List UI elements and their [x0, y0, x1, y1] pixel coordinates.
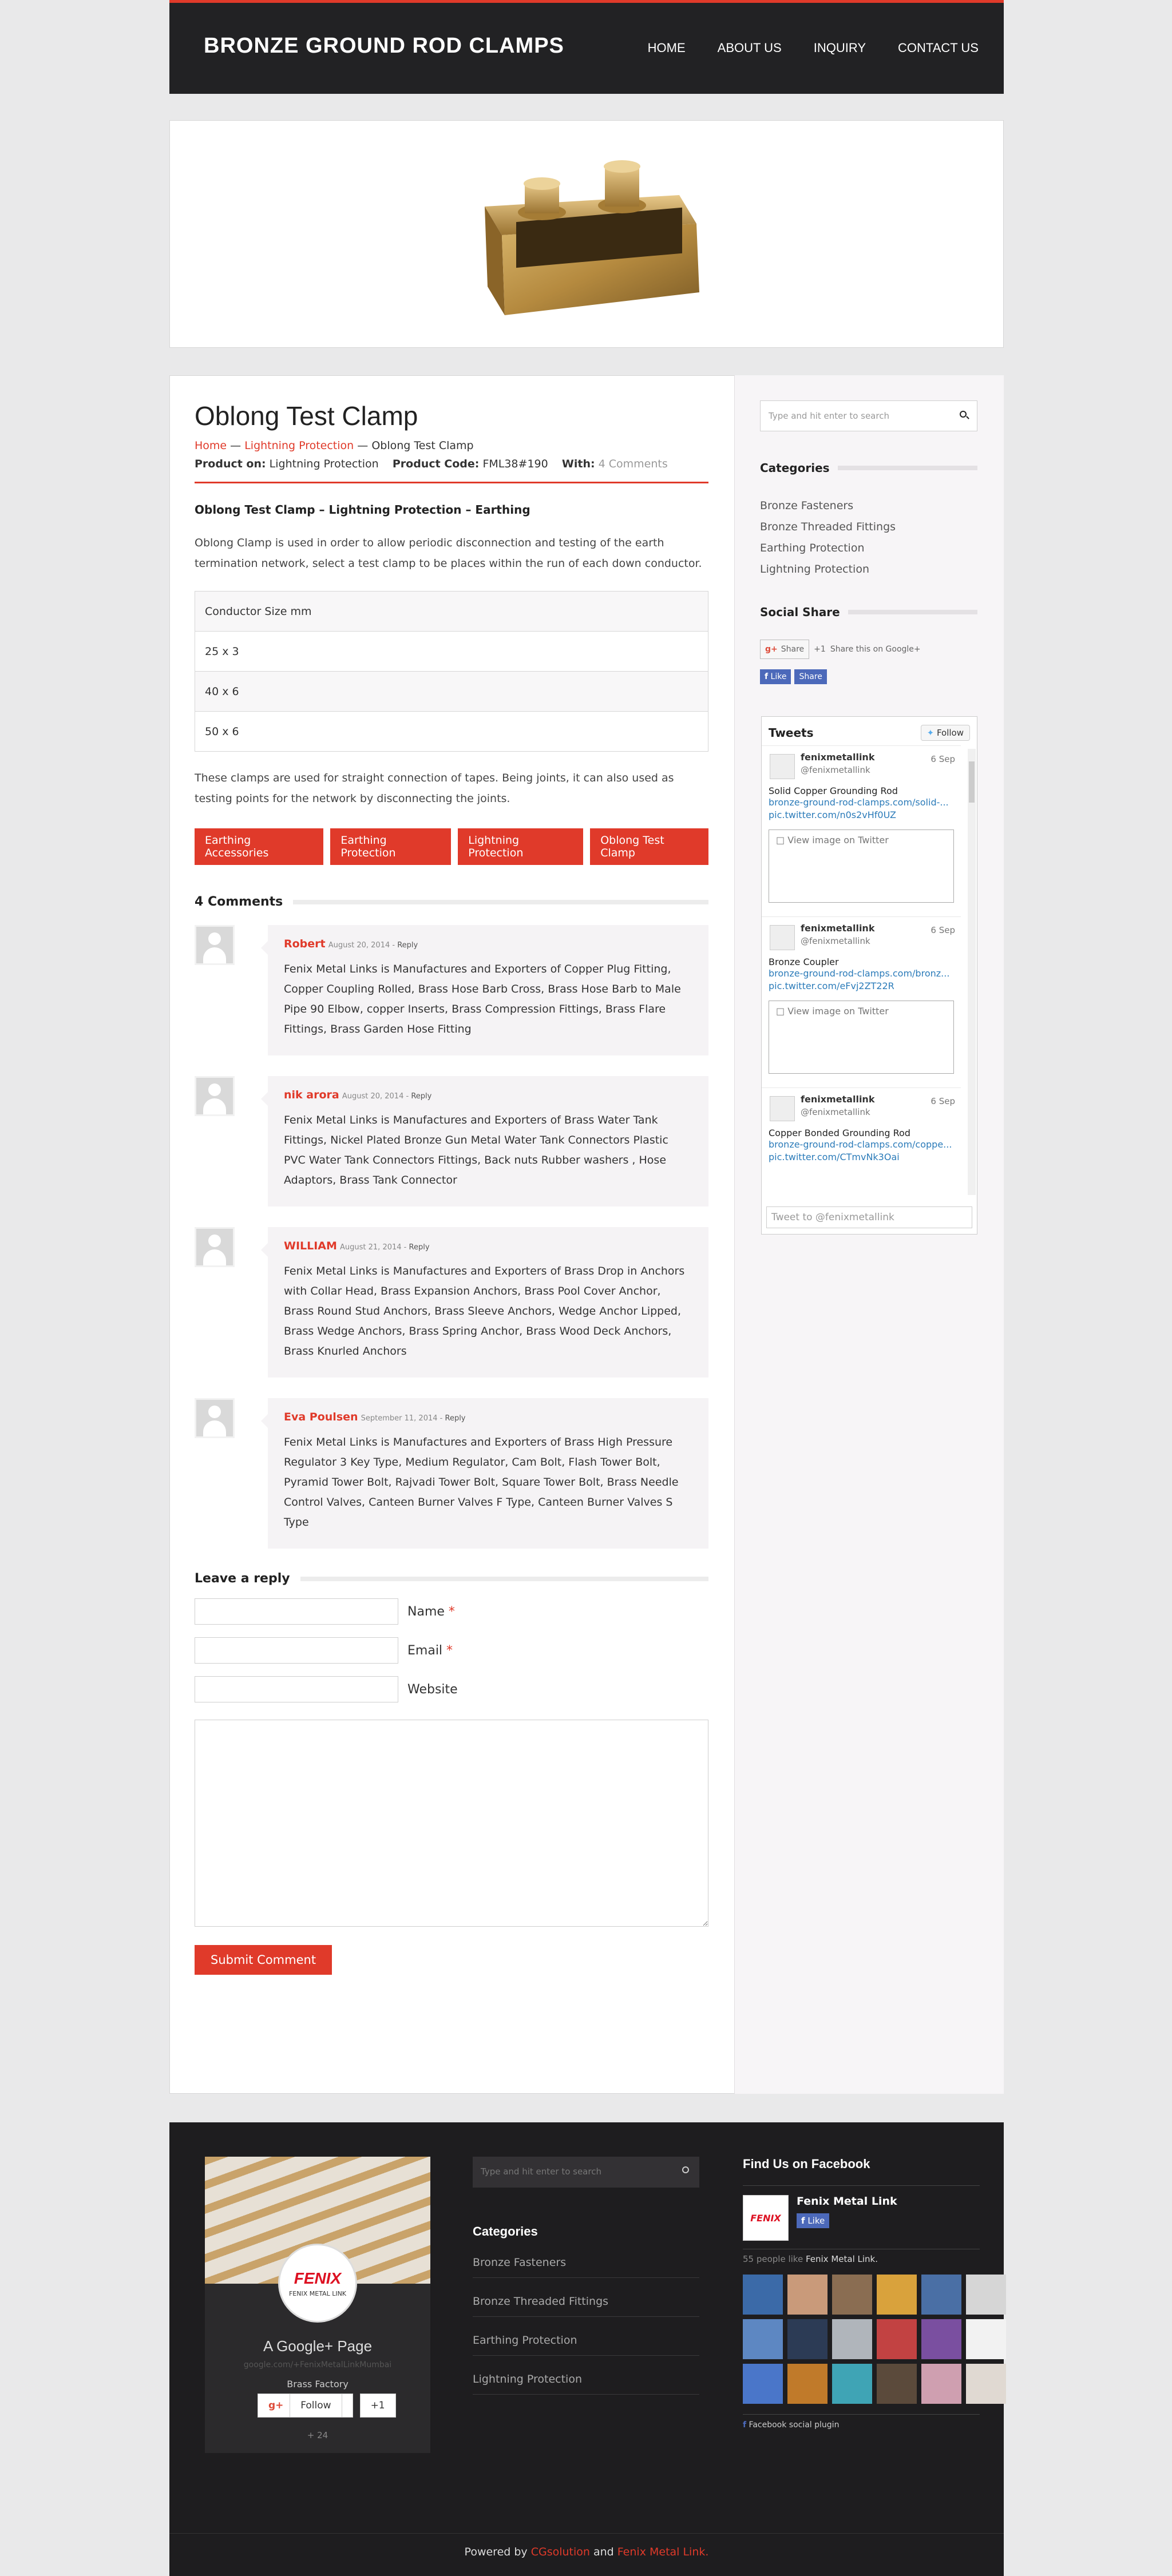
reply-link[interactable]: Reply — [445, 1414, 466, 1423]
facebook-page-thumbnail[interactable]: FENIX — [743, 2195, 789, 2241]
fan-avatar[interactable] — [966, 2364, 1006, 2404]
comment-date: September 11, 2014 — [361, 1414, 438, 1423]
gplus-icon: g+ — [765, 645, 778, 654]
fan-avatar[interactable] — [966, 2319, 1006, 2359]
sidebar-categories-heading: Categories — [760, 461, 977, 475]
facebook-page-info — [743, 2195, 980, 2241]
tweet-pic-link[interactable]: pic.twitter.com/CTmvNk3Oai — [769, 1152, 900, 1162]
comment-separator: - — [437, 1414, 445, 1423]
footer-categories-heading: Categories — [473, 2224, 538, 2238]
search-icon[interactable] — [682, 2166, 689, 2173]
gplus-share-row — [760, 640, 977, 659]
avatar — [195, 1076, 235, 1116]
tag-earthing-protection[interactable]: Earthing Protection — [330, 828, 451, 865]
table-cell: 50 x 6 — [195, 712, 708, 752]
gplus-follower-count: + 24 — [307, 2430, 328, 2440]
fan-avatar[interactable] — [921, 2364, 961, 2404]
site-header — [169, 0, 1004, 94]
with-label: With: — [561, 458, 595, 470]
footer-category-item[interactable]: Lightning Protection — [473, 2356, 699, 2395]
sidebar-panel — [734, 375, 1004, 2094]
tweet-avatar[interactable] — [770, 1096, 795, 1121]
title-divider — [195, 482, 708, 483]
comment-text: Fenix Metal Links is Manufactures and Exporters of Brass Water Tank Fittings, Nickel Plated Bronze Gun Metal Water Tank Connectors Plastic PVC Water Tank Connectors Fittings, Back nuts Rubber washers , Hose Adaptors, Brass Tank Connector — [284, 1114, 668, 1186]
comment — [195, 1398, 708, 1549]
gplus-actions — [258, 2394, 396, 2418]
nav-contact-us[interactable]: CONTACT US — [898, 41, 979, 55]
comment-separator: - — [403, 1092, 411, 1101]
gplus-page-title[interactable]: A Google+ Page — [263, 2337, 373, 2355]
fan-avatar[interactable] — [787, 2275, 827, 2315]
tweet-text: Solid Copper Grounding Rod — [769, 785, 898, 796]
social-share-heading: Social Share — [760, 605, 977, 619]
website-field[interactable] — [195, 1676, 398, 1702]
reply-link[interactable]: Reply — [397, 941, 418, 950]
comment-date: August 20, 2014 — [328, 941, 390, 950]
facebook-icon: f — [743, 2420, 747, 2430]
tweet-text: Copper Bonded Grounding Rod — [769, 1128, 910, 1138]
tag-list — [195, 828, 708, 865]
twitter-image-icon: □ — [776, 1006, 785, 1017]
tweet-link[interactable]: bronze-ground-rod-clamps.com/coppe... — [769, 1139, 952, 1150]
name-field[interactable] — [195, 1598, 398, 1625]
website-row — [195, 1676, 708, 1702]
twitter-header — [762, 717, 977, 745]
gplus-follow-button[interactable]: g+ Follow — [258, 2394, 353, 2418]
email-row — [195, 1637, 708, 1664]
spec-table — [195, 591, 708, 752]
twitter-follow-button[interactable]: ✦ Follow — [921, 725, 970, 741]
tag-oblong-test-clamp[interactable]: Oblong Test Clamp — [590, 828, 708, 865]
fan-avatar[interactable] — [877, 2364, 917, 2404]
fan-avatar[interactable] — [832, 2364, 872, 2404]
twitter-image-icon: □ — [776, 835, 785, 846]
search-placeholder: Type and hit enter to search — [481, 2166, 601, 2177]
facebook-widget-heading: Find Us on Facebook — [743, 2157, 870, 2171]
product-on-value[interactable]: Lightning Protection — [269, 458, 379, 470]
facebook-fan-faces — [743, 2275, 980, 2404]
site-title[interactable]: BRONZE GROUND ROD CLAMPS — [204, 34, 564, 58]
post-subheading: Oblong Test Clamp – Lightning Protection – Earthing — [195, 503, 530, 517]
comment-separator: - — [390, 941, 398, 950]
tweet-handle: @fenixmetallink — [801, 765, 870, 775]
tweet-handle: @fenixmetallink — [801, 1107, 870, 1117]
facebook-like-button[interactable]: f Like — [797, 2213, 829, 2228]
reply-heading — [195, 1571, 708, 1586]
sidebar-category-item[interactable]: Bronze Threaded Fittings — [760, 521, 896, 533]
gplus-page-url[interactable]: google.com/+FenixMetalLinkMumbai — [243, 2360, 392, 2369]
avatar — [195, 1398, 235, 1438]
facebook-social-plugin[interactable]: f Facebook social plugin — [743, 2414, 980, 2430]
breadcrumb-current: Oblong Test Clamp — [371, 439, 474, 452]
gplus-share-text: Share this on Google+ — [830, 645, 921, 654]
sidebar-category-item[interactable]: Bronze Fasteners — [760, 499, 854, 512]
tweet-link[interactable]: bronze-ground-rod-clamps.com/solid-... — [769, 797, 949, 808]
facebook-icon: f — [801, 2216, 805, 2226]
avatar — [195, 1227, 235, 1267]
tweet-pic-link[interactable]: pic.twitter.com/eFvj2ZT22R — [769, 981, 894, 991]
fan-avatar[interactable] — [832, 2319, 872, 2359]
fan-avatar[interactable] — [743, 2319, 783, 2359]
product-on-label: Product on: — [195, 458, 266, 470]
tweet — [762, 745, 961, 908]
tweet — [762, 1087, 961, 1169]
tweet-author[interactable]: fenixmetallink — [801, 923, 875, 934]
comment-textarea[interactable] — [195, 1720, 708, 1927]
tweet-link[interactable]: bronze-ground-rod-clamps.com/bronz... — [769, 968, 950, 979]
tweet-image-card[interactable]: □ View image on Twitter — [769, 829, 954, 903]
table-cell: 40 x 6 — [195, 672, 708, 712]
fan-avatar[interactable] — [787, 2364, 827, 2404]
sidebar-search[interactable] — [760, 400, 977, 431]
sidebar-category-item[interactable]: Earthing Protection — [760, 542, 865, 554]
clamp-product-image — [170, 121, 1004, 348]
website-label: Website — [407, 1682, 458, 1697]
reply-link[interactable]: Reply — [411, 1092, 432, 1101]
table-cell: 25 x 3 — [195, 632, 708, 672]
comment-count-link[interactable]: 4 Comments — [598, 458, 668, 470]
cgsolution-link[interactable]: CGsolution — [530, 2546, 590, 2558]
reply-heading-text: Leave a reply — [195, 1571, 290, 1586]
fan-avatar[interactable] — [966, 2275, 1006, 2315]
twitter-timeline — [761, 716, 977, 1235]
tweet-compose-input[interactable]: Tweet to @fenixmetallink — [766, 1206, 972, 1228]
sidebar-categories — [760, 491, 977, 575]
comment-author[interactable]: WILLIAM — [284, 1240, 337, 1252]
breadcrumb — [195, 439, 708, 452]
comment-body — [268, 1076, 708, 1206]
fenix-metal-link[interactable]: Fenix Metal Link. — [617, 2546, 709, 2558]
comment-text: Fenix Metal Links is Manufactures and Exporters of Copper Plug Fitting, Copper Coupling Rolled, Brass Hose Barb Cross, Brass Hose Barb to Male Pipe 90 Elbow, copper Inserts, Brass Compression Fittings, Brass Flare Fittings, Brass Garden Hose Fitting — [284, 963, 681, 1035]
comment-body — [268, 1398, 708, 1549]
main-nav — [648, 41, 979, 55]
product-banner — [169, 120, 1004, 348]
facebook-page-link[interactable]: Fenix Metal Link. — [805, 2254, 878, 2264]
comments-heading — [195, 895, 708, 909]
tweet-date[interactable]: 6 Sep — [931, 1096, 955, 1106]
heading-rule — [293, 900, 708, 904]
facebook-like-button[interactable]: f Like — [760, 669, 791, 684]
post-outro: These clamps are used for straight connection of tapes. Being joints, it can also used as testing points for the network by disconnecting the joints. — [195, 772, 674, 805]
search-placeholder: Type and hit enter to search — [769, 411, 889, 421]
facebook-like-count: 55 people like Fenix Metal Link. — [743, 2249, 980, 2264]
footer-category-item[interactable]: Bronze Threaded Fittings — [473, 2278, 699, 2317]
footer-divider — [169, 2533, 1004, 2534]
post-content — [195, 400, 708, 1975]
heading-rule — [838, 466, 977, 470]
gplus-icon: g+ — [268, 2400, 284, 2411]
gplus-count: +1 — [814, 645, 826, 654]
comment-separator: - — [401, 1243, 409, 1252]
scrollbar-thumb[interactable] — [969, 761, 975, 803]
tag-lightning-protection[interactable]: Lightning Protection — [458, 828, 583, 865]
comment-body — [268, 1227, 708, 1378]
fan-avatar[interactable] — [877, 2319, 917, 2359]
submit-comment-button[interactable]: Submit Comment — [195, 1945, 332, 1975]
tag-earthing-accessories[interactable]: Earthing Accessories — [195, 828, 323, 865]
table-row — [195, 672, 708, 712]
comment-author[interactable]: nik arora — [284, 1089, 339, 1101]
fan-avatar[interactable] — [877, 2275, 917, 2315]
avatar — [195, 925, 235, 965]
comment-text: Fenix Metal Links is Manufactures and Exporters of Brass Drop in Anchors with Collar Head, Brass Expansion Anchors, Brass Pool Cover Anchor, Brass Round Stud Anchors, Brass Sleeve Anchors, Wedge Anchor Lipped, Brass Wedge Anchors, Brass Spring Anchor, Brass Wood Deck Anchors, Brass Knurled Anchors — [284, 1265, 685, 1358]
facebook-share-button[interactable]: Share — [794, 669, 826, 684]
breadcrumb-category[interactable]: Lightning Protection — [244, 439, 354, 452]
comment — [195, 1076, 708, 1206]
footer-category-item[interactable]: Earthing Protection — [473, 2317, 699, 2356]
nav-home[interactable]: HOME — [647, 41, 686, 55]
table-cell: Conductor Size mm — [195, 592, 708, 632]
heading-rule — [300, 1577, 708, 1581]
facebook-share-row — [760, 669, 977, 684]
powered-by: Powered by CGsolution and Fenix Metal Link. — [464, 2546, 709, 2558]
facebook-page-name[interactable]: Fenix Metal Link — [797, 2195, 897, 2208]
tweet-avatar[interactable] — [770, 925, 795, 950]
comment-date: August 20, 2014 — [342, 1092, 404, 1101]
table-row — [195, 632, 708, 672]
tweet-avatar[interactable] — [770, 754, 795, 779]
tweet-handle: @fenixmetallink — [801, 936, 870, 946]
comment-body — [268, 925, 708, 1055]
fan-avatar[interactable] — [743, 2275, 783, 2315]
fan-avatar[interactable] — [921, 2319, 961, 2359]
table-row — [195, 712, 708, 752]
tweet-author[interactable]: fenixmetallink — [801, 1094, 875, 1105]
comment-author[interactable]: Robert — [284, 938, 326, 950]
tweet-date[interactable]: 6 Sep — [931, 754, 955, 764]
fan-avatar[interactable] — [743, 2364, 783, 2404]
name-row — [195, 1598, 708, 1625]
fan-avatar[interactable] — [921, 2275, 961, 2315]
fan-avatar[interactable] — [832, 2275, 872, 2315]
comments-heading-text: 4 Comments — [195, 895, 283, 909]
footer-categories — [473, 2224, 699, 2395]
heading-rule — [848, 610, 977, 614]
footer-search[interactable] — [473, 2157, 699, 2188]
comment-author[interactable]: Eva Poulsen — [284, 1411, 358, 1423]
tweet-author[interactable]: fenixmetallink — [801, 752, 875, 763]
tweet-image-card[interactable]: □ View image on Twitter — [769, 1001, 954, 1074]
facebook-icon: f — [765, 672, 769, 681]
gplus-page-type: Brass Factory — [287, 2379, 349, 2390]
breadcrumb-home[interactable]: Home — [195, 439, 227, 452]
facebook-like-box — [743, 2185, 980, 2430]
gplus-plusone-button[interactable]: +1 — [360, 2394, 396, 2418]
tweet-pic-link[interactable]: pic.twitter.com/n0s2vHf0UZ — [769, 809, 896, 820]
tweet-date[interactable]: 6 Sep — [931, 925, 955, 935]
comment-text: Fenix Metal Links is Manufactures and Exporters of Brass High Pressure Regulator 3 Key Type, Medium Regulator, Cam Bolt, Flash Tower Bolt, Pyramid Tower Bolt, Rajvadi Tower Bolt, Square Tower Bolt, Brass Needle Control Valves, Canteen Burner Valves F Type, Canteen Burner Valves S Type — [284, 1436, 679, 1529]
comment — [195, 925, 708, 1055]
product-code-label: Product Code: — [392, 458, 480, 470]
comment — [195, 1227, 708, 1378]
facebook-widget — [743, 2157, 980, 2430]
twitter-bird-icon: ✦ — [926, 728, 935, 738]
footer-category-item[interactable]: Bronze Fasteners — [473, 2239, 699, 2278]
sidebar-category-item[interactable]: Lightning Protection — [760, 563, 870, 575]
post-title: Oblong Test Clamp — [195, 401, 418, 431]
timeline-scrollbar[interactable] — [968, 749, 976, 1195]
post-intro: Oblong Clamp is used in order to allow periodic disconnection and testing of the earth termination network, select a test clamp to be places within the run of each down conductor. — [195, 537, 702, 570]
comment-date: August 21, 2014 — [340, 1243, 402, 1252]
fenix-logo[interactable]: FENIX FENIX METAL LINK — [278, 2244, 357, 2323]
tweet-text: Bronze Coupler — [769, 956, 839, 967]
nav-about-us[interactable]: ABOUT US — [717, 41, 782, 55]
email-field[interactable] — [195, 1637, 398, 1664]
gplus-share-button[interactable]: g+ Share — [760, 640, 809, 659]
table-row — [195, 592, 708, 632]
reply-link[interactable]: Reply — [409, 1243, 430, 1252]
name-label: Name * — [407, 1604, 455, 1619]
product-code-value: FML38#190 — [482, 458, 548, 470]
email-label: Email * — [407, 1643, 453, 1658]
breadcrumb-separator: — — [230, 439, 241, 452]
tweet — [762, 916, 961, 1079]
post-meta — [195, 458, 708, 470]
search-icon[interactable] — [960, 411, 967, 418]
breadcrumb-separator: — — [357, 439, 369, 452]
nav-inquiry[interactable]: INQUIRY — [813, 41, 866, 55]
fan-avatar[interactable] — [787, 2319, 827, 2359]
gplus-badge — [205, 2157, 430, 2453]
twitter-heading: Tweets — [769, 726, 814, 740]
